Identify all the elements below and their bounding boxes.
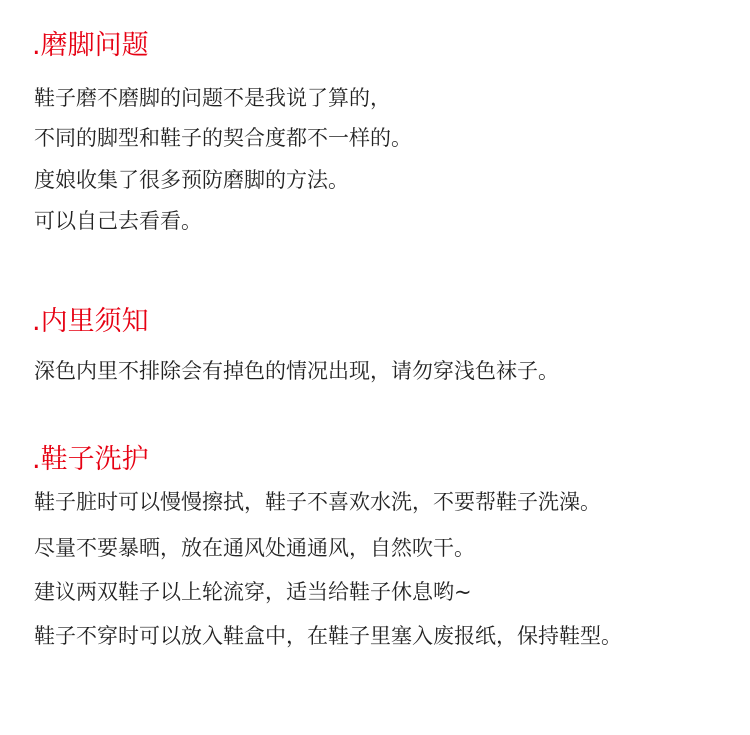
shoe-care-line-2: 尽量不要暴晒，放在通风处通通风，自然吹干。 [34, 536, 475, 560]
foot-rubbing-line-4: 可以自己去看看。 [34, 209, 202, 233]
shoe-care-line-3: 建议两双鞋子以上轮流穿，适当给鞋子休息哟~ [34, 580, 472, 604]
section-title-shoe-care: .鞋子洗护 [32, 444, 149, 475]
section-title-foot-rubbing: .磨脚问题 [32, 30, 149, 61]
foot-rubbing-line-2: 不同的脚型和鞋子的契合度都不一样的。 [34, 126, 412, 150]
shoe-care-line-4: 鞋子不穿时可以放入鞋盒中，在鞋子里塞入废报纸，保持鞋型。 [34, 624, 622, 648]
foot-rubbing-line-1: 鞋子磨不磨脚的问题不是我说了算的， [34, 86, 391, 110]
foot-rubbing-line-3: 度娘收集了很多预防磨脚的方法。 [34, 168, 349, 192]
section-title-lining: .内里须知 [32, 306, 149, 337]
lining-line-1: 深色内里不排除会有掉色的情况出现，请勿穿浅色袜子。 [34, 359, 559, 383]
shoe-care-line-1: 鞋子脏时可以慢慢擦拭，鞋子不喜欢水洗，不要帮鞋子洗澡。 [34, 490, 601, 514]
